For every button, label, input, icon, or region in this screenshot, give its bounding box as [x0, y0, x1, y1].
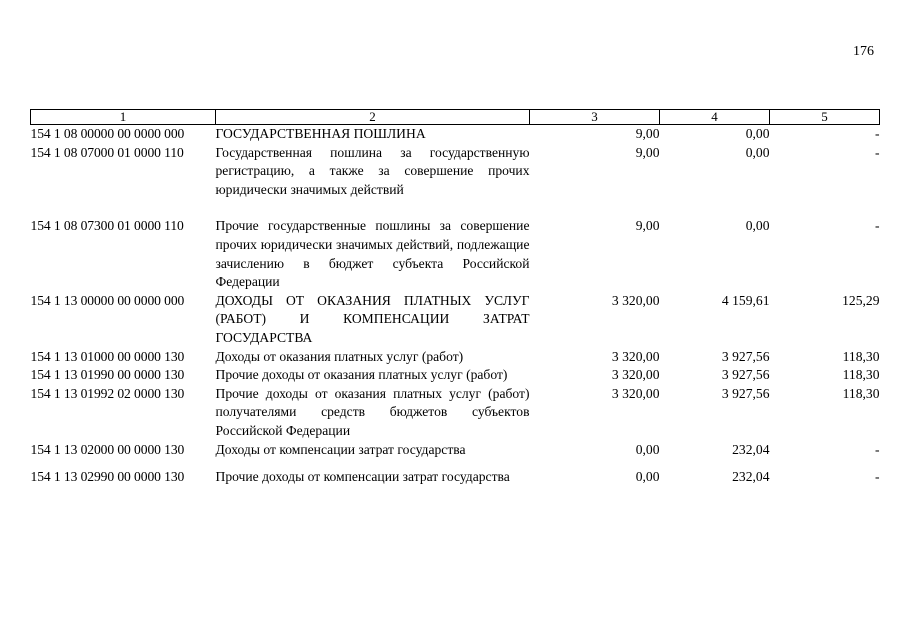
column-header-1: 1: [31, 110, 216, 125]
revenue-name: Прочие государственные пошлины за совершение прочих юридически значимых действий, подлежащие зачислению в бюджет субъекта Российской Федерации: [215, 218, 530, 290]
budget-code: 154 1 08 07300 01 0000 110: [30, 218, 184, 234]
value-col-4: 4 159,61: [721, 292, 770, 308]
table-row: [31, 468, 880, 487]
revenue-name: ГОСУДАРСТВЕННАЯ ПОШЛИНА: [215, 126, 426, 141]
budget-code: 154 1 13 02990 00 0000 130: [30, 469, 185, 485]
value-col-5: 125,29: [842, 292, 880, 308]
revenue-name: Прочие доходы от оказания платных услуг (работ): [215, 367, 508, 383]
budget-code: 154 1 13 01000 00 0000 130: [30, 348, 185, 364]
value-col-4: 0,00: [745, 144, 770, 160]
value-col-5: -: [874, 441, 880, 457]
value-col-4: 3 927,56: [721, 385, 770, 401]
value-col-3: 9,00: [635, 144, 660, 160]
budget-code: 154 1 08 00000 00 0000 000: [30, 126, 185, 141]
value-col-5: -: [874, 144, 880, 160]
table-row: [31, 292, 880, 348]
table-row: [31, 144, 880, 218]
value-col-4: 3 927,56: [721, 367, 770, 383]
value-col-5: -: [874, 469, 880, 485]
table-row: [31, 366, 880, 385]
revenue-name: Государственная пошлина за государственную регистрацию, а также за совершение прочих юридически значимых действий: [215, 144, 530, 197]
value-col-3: 3 320,00: [611, 367, 660, 383]
revenue-name: Доходы от компенсации затрат государства: [215, 441, 466, 457]
table-row: [31, 385, 880, 441]
value-col-3: 3 320,00: [611, 292, 660, 308]
column-header-4: 4: [660, 110, 770, 125]
revenue-name: Доходы от оказания платных услуг (работ): [215, 348, 464, 364]
revenue-name: Прочие доходы от оказания платных услуг (работ) получателями средств бюджетов субъектов Российской Федерации: [215, 385, 530, 438]
value-col-4: 0,00: [745, 218, 770, 234]
column-header-2: 2: [216, 110, 530, 125]
value-col-5: 118,30: [842, 367, 880, 383]
revenue-name: ДОХОДЫ ОТ ОКАЗАНИЯ ПЛАТНЫХ УСЛУГ (РАБОТ) И КОМПЕНСАЦИИ ЗАТРАТ ГОСУДАРСТВА: [215, 292, 530, 345]
value-col-4: 232,04: [732, 469, 770, 485]
value-col-5: 118,30: [842, 348, 880, 364]
value-col-4: 232,04: [732, 441, 770, 457]
value-col-4: 3 927,56: [721, 348, 770, 364]
budget-code: 154 1 13 01992 02 0000 130: [30, 385, 185, 401]
value-col-3: 9,00: [635, 126, 660, 141]
value-col-3: 3 320,00: [611, 385, 660, 401]
budget-code: 154 1 08 07000 01 0000 110: [30, 144, 184, 160]
table-row: [31, 348, 880, 367]
budget-code: 154 1 13 00000 00 0000 000: [30, 292, 185, 308]
budget-code: 154 1 13 01990 00 0000 130: [30, 367, 185, 383]
table-header-row: [31, 110, 880, 125]
column-header-3: 3: [530, 110, 660, 125]
revenue-table: [30, 109, 880, 487]
value-col-5: 118,30: [842, 385, 880, 401]
table-row: [31, 441, 880, 469]
budget-code: 154 1 13 02000 00 0000 130: [30, 441, 185, 457]
value-col-3: 9,00: [635, 218, 660, 234]
table-row: [31, 125, 880, 144]
value-col-3: 0,00: [635, 469, 660, 485]
page-number: 176: [853, 44, 874, 59]
column-header-5: 5: [770, 110, 880, 125]
revenue-name: Прочие доходы от компенсации затрат государства: [215, 469, 510, 485]
value-col-5: -: [874, 218, 880, 234]
value-col-3: 3 320,00: [611, 348, 660, 364]
value-col-3: 0,00: [635, 441, 660, 457]
value-col-4: 0,00: [745, 126, 770, 141]
table-row: [31, 217, 880, 291]
value-col-5: -: [874, 126, 880, 141]
